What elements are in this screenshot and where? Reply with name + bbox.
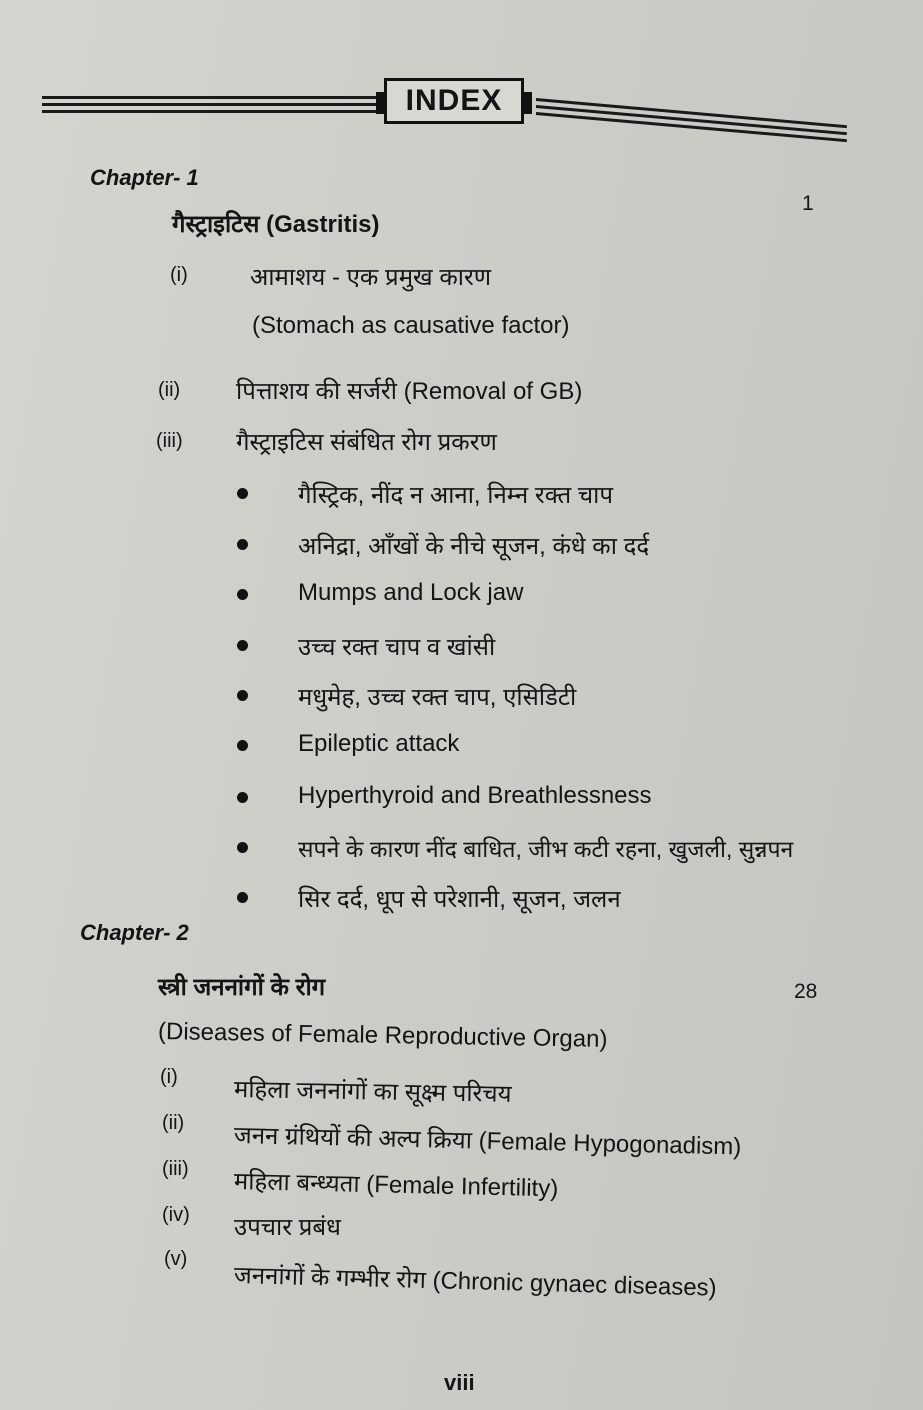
item-number: (v) [164, 1248, 188, 1270]
bullet-icon [237, 539, 248, 550]
right-rule [536, 105, 847, 135]
item-number: (iii) [162, 1158, 189, 1180]
bullet-text: Epileptic attack [298, 730, 460, 757]
bullet-text: मधुमेह, उच्च रक्त चाप, एसिडिटी [298, 684, 577, 711]
item-number: (i) [170, 264, 188, 286]
chapter-2-label: Chapter- 2 [80, 920, 189, 945]
left-rule [42, 96, 376, 99]
item-number: (ii) [158, 379, 181, 401]
left-rule [42, 110, 376, 113]
item-text: महिला जननांगों का सूक्ष्म परिचय [233, 1076, 512, 1108]
item-number: (iii) [156, 430, 183, 452]
index-title-box [384, 78, 524, 124]
index-title: INDEX [405, 84, 503, 117]
index-header [40, 72, 852, 152]
bullet-text: गैस्ट्रिक, नींद न आना, निम्न रक्त चाप [298, 482, 613, 509]
item-text: आमाशय - एक प्रमुख कारण [250, 264, 492, 291]
bullet-icon [237, 690, 248, 701]
bullet-text: Mumps and Lock jaw [298, 579, 524, 606]
item-text: महिला बन्ध्यता (Female Infertility) [233, 1168, 559, 1203]
bullet-icon [237, 892, 248, 903]
bullet-icon [237, 488, 248, 499]
chapter-1-title: गैस्ट्राइटिस (Gastritis) [172, 211, 380, 238]
bullet-text: Hyperthyroid and Breathlessness [298, 782, 652, 809]
right-rule [536, 112, 847, 142]
chapter-2-title: स्त्री जननांगों के रोग [158, 974, 326, 1001]
item-number: (i) [160, 1066, 178, 1088]
item-text: (Stomach as causative factor) [252, 312, 570, 339]
bullet-text: सपने के कारण नींद बाधित, जीभ कटी रहना, खुजली, सुन्नपन [298, 836, 794, 862]
item-text: जनन ग्रंथियों की अल्प क्रिया (Female Hypogonadism) [233, 1122, 742, 1161]
bullet-icon [237, 640, 248, 651]
bullet-text: उच्च रक्त चाप व खांसी [298, 634, 496, 661]
chapter-2-subtitle: (Diseases of Female Reproductive Organ) [157, 1018, 608, 1053]
item-text: जननांगों के गम्भीर रोग (Chronic gynaec diseases) [233, 1262, 717, 1302]
item-text: गैस्ट्राइटिस संबंधित रोग प्रकरण [236, 429, 497, 456]
chapter-1-page-number: 1 [802, 192, 814, 215]
right-rule [536, 98, 847, 128]
item-number: (iv) [162, 1204, 190, 1226]
bullet-icon [237, 589, 248, 600]
item-number: (ii) [162, 1112, 185, 1134]
item-text: उपचार प्रबंध [234, 1214, 341, 1241]
chapter-1-label: Chapter- 1 [90, 165, 199, 190]
item-text: पित्ताशय की सर्जरी (Removal of GB) [236, 378, 583, 405]
bullet-text: अनिद्रा, आँखों के नीचे सूजन, कंधे का दर्द [298, 533, 650, 560]
chapter-2-page-number: 28 [794, 980, 818, 1003]
bullet-icon [237, 842, 248, 853]
left-rule [42, 103, 376, 106]
bullet-icon [237, 792, 248, 803]
page-number: viii [444, 1370, 475, 1395]
bullet-icon [237, 740, 248, 751]
bullet-text: सिर दर्द, धूप से परेशानी, सूजन, जलन [298, 886, 621, 913]
